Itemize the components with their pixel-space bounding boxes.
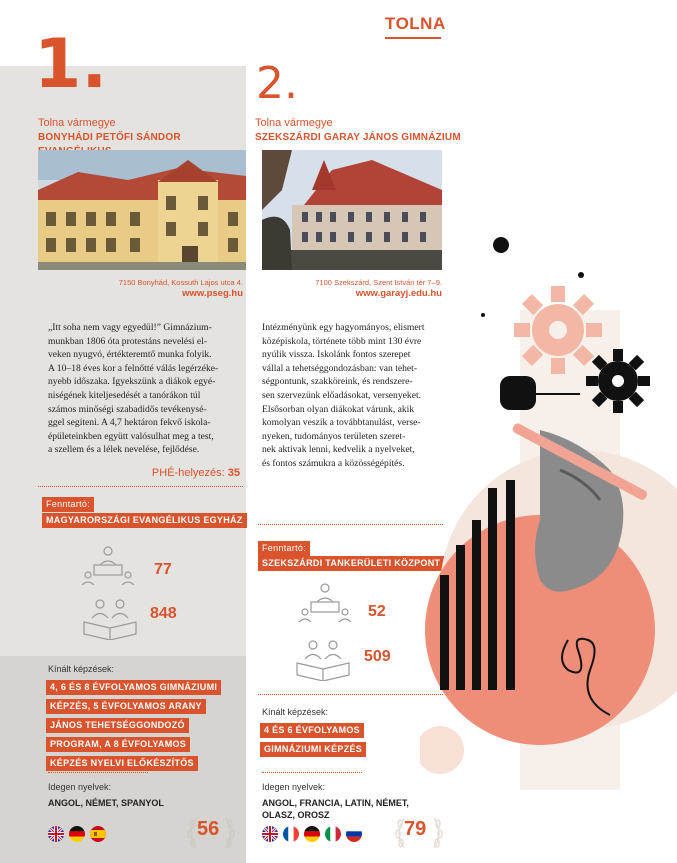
right-teacher-count: 52 (368, 603, 386, 620)
flag-russia-icon (346, 826, 362, 842)
right-rank-number: 2. (256, 58, 298, 109)
right-maintainer-label: Fenntartó: (258, 541, 310, 556)
flag-spain-icon (90, 826, 106, 842)
left-maintainer: MAGYARORSZÁGI EVANGÉLIKUS EGYHÁZ (42, 513, 247, 528)
left-languages: ANGOL, NÉMET, SPANYOL (48, 798, 164, 808)
left-training-label: Kínált képzések: (48, 664, 115, 674)
left-languages-label: Idegen nyelvek: (48, 782, 112, 792)
left-divider (38, 486, 243, 487)
flag-italy-icon (325, 826, 341, 842)
left-student-count: 848 (150, 605, 177, 622)
left-phe-ranking: PHÉ-helyezés: 35 (151, 467, 240, 479)
right-student-icon (293, 637, 353, 686)
left-teacher-count: 77 (154, 561, 172, 578)
right-student-count: 509 (364, 648, 391, 665)
title-underline (385, 37, 441, 39)
left-divider-2 (48, 772, 148, 773)
left-school-name: BONYHÁDI PETŐFI SÁNDOR (38, 132, 181, 143)
right-divider (258, 524, 443, 525)
left-training-list: 4, 6 ÉS 8 ÉVFOLYAMOS GIMNÁZIUMI KÉPZÉS, 5 ÉVFOLYAMOS ARANY JÁNOS TEHETSÉGGONDOZÓ PROGRAM, A 8 ÉVFOLYAMOS KÉPZÉS NYELVI ELŐKÉSZÍTŐS (46, 677, 236, 772)
right-divider-3 (262, 772, 362, 773)
right-description: Intézményünk egy hagyományos, elismert középiskola, története több mint 130 évre nyúlik vissza. Iskolánk fontos szerepet vállal a tehetséggondozásban: van tehet- ségpontunk, szakköreink, és rendszere- sen szervezünk előadásokat, versenyeket. Elsősorban olyan diákokat várunk, akik komolyan veszik a továbbtanulást, verse- nyeken, tudományos területen szeret- nek aktívak lenni, kedvelik a nyelveket, és fontos számukra a közösségépítés. (262, 322, 425, 469)
left-address: 7150 Bonyhád, Kossuth Lajos utca 4. (118, 278, 243, 287)
right-school-photo (262, 150, 442, 270)
flag-germany-icon (69, 826, 85, 842)
flag-germany-icon (304, 826, 320, 842)
right-training-list: 4 ÉS 6 ÉVFOLYAMOS GIMNÁZIUMI KÉPZÉS (260, 720, 440, 758)
left-school-photo (38, 150, 246, 270)
right-school-name: SZEKSZÁRDI GARAY JÁNOS GIMNÁZIUM (255, 132, 461, 143)
left-website-link[interactable]: www.pseg.hu (182, 288, 243, 299)
right-address: 7100 Szekszárd, Szent István tér 7–9. (315, 278, 442, 287)
page-title: TOLNA (385, 14, 446, 33)
left-maintainer-label: Fenntartó: (42, 497, 94, 512)
right-county: Tolna vármegye (255, 117, 333, 129)
flag-uk-icon (262, 826, 278, 842)
teacher-icon (80, 545, 136, 590)
right-training-label: Kínált képzések: (262, 707, 329, 717)
left-overall-rank: 56 (197, 818, 220, 840)
left-county: Tolna vármegye (38, 117, 116, 129)
flag-uk-icon (48, 826, 64, 842)
right-languages: ANGOL, FRANCIA, LATIN, NÉMET, OLASZ, OROSZ (262, 798, 409, 820)
student-icon (80, 596, 140, 645)
flag-france-icon (283, 826, 299, 842)
right-teacher-icon (297, 582, 353, 627)
left-description: „Itt soha nem vagy egyedül!” Gimnázium- munkban 1806 óta protestáns nevelési el- veken nyugvó, értékteremtő munka folyik. A 10–18 éves kor a felnőtté válás legérzéke- nyebb időszaka. Igyekszünk a diákok egyé- niségének kiteljesedését a tanórákon túl számos minőségi szabadidős tevékenysé- ggel segíteni. A 4,7 hektáron fekvő iskola- épületeinkben együtt valósulhat meg a test, a szellem és a lélek nevelése, fejlődése. (48, 322, 219, 456)
right-website-link[interactable]: www.garayj.edu.hu (355, 288, 442, 299)
right-languages-label: Idegen nyelvek: (262, 782, 326, 792)
decorative-illustration (420, 230, 677, 790)
left-rank-number: 1. (34, 25, 108, 104)
right-divider-2 (258, 694, 443, 695)
right-maintainer: SZEKSZÁRDI TANKERÜLETI KÖZPONT (258, 556, 444, 571)
right-overall-rank: 79 (404, 818, 427, 840)
